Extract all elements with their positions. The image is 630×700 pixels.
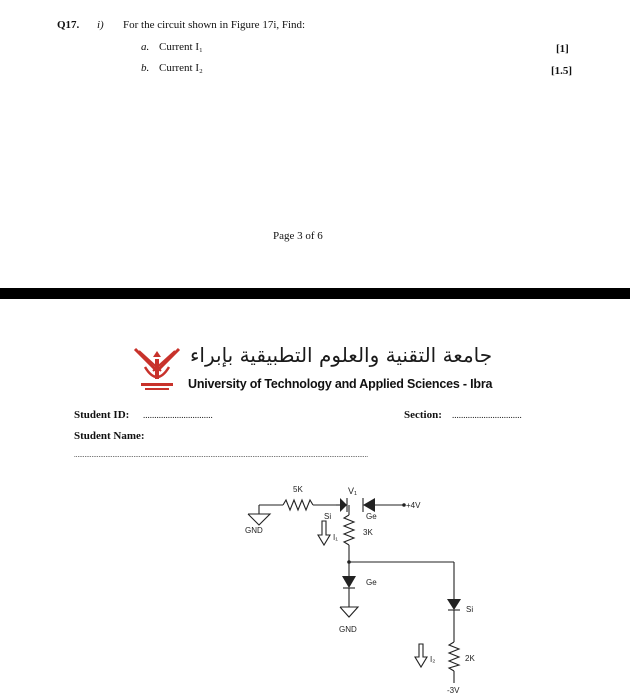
label-i2: I₂ — [430, 655, 436, 664]
item-a-text: Current I₁ — [159, 41, 203, 53]
diode-ge2-triangle — [342, 576, 356, 588]
label-diode-ge2: Ge — [366, 578, 377, 587]
resistor-2k — [449, 642, 459, 671]
label-i1: I₁ — [333, 533, 338, 542]
student-name-field[interactable]: ........................................................................................................................................................................ — [74, 451, 368, 459]
label-diode-si: Si — [324, 512, 332, 521]
gnd-left-symbol — [248, 514, 270, 525]
label-gnd-bottom: GND — [339, 625, 357, 634]
label-diode-ge: Ge — [366, 512, 377, 521]
label-supply-neg: -3V — [447, 686, 460, 695]
student-name-label: Student Name: — [74, 430, 145, 442]
diode-si-triangle — [340, 498, 347, 512]
page-top — [0, 0, 630, 288]
page-number: Page 3 of 6 — [273, 230, 323, 242]
circuit-diagram — [0, 299, 630, 700]
resistor-3k — [344, 515, 354, 545]
university-name-arabic: جامعة التقنية والعلوم التطبيقية بإبراء — [190, 343, 493, 367]
student-id-field[interactable]: ............................... — [143, 410, 213, 420]
label-supply-pos: +4V — [406, 501, 421, 510]
diode-ge-triangle — [363, 498, 375, 512]
item-b-marks: [1.5] — [551, 65, 573, 77]
item-a-marks: [1] — [556, 43, 569, 55]
gnd-bottom-symbol — [340, 607, 358, 617]
page-bottom — [0, 299, 630, 700]
resistor-5k — [283, 500, 313, 510]
item-b-letter: b. — [141, 62, 150, 74]
label-r1: 5K — [293, 485, 303, 494]
question-number: Q17. — [57, 19, 80, 31]
student-id-label: Student ID: — [74, 409, 130, 421]
label-r3: 2K — [465, 654, 475, 663]
junction-node — [347, 560, 351, 564]
current-i1-arrow — [318, 521, 330, 545]
item-a-letter: a. — [141, 41, 150, 53]
current-i2-arrow — [415, 644, 427, 667]
university-name-english: University of Technology and Applied Sciences - Ibra — [188, 377, 493, 391]
question-prompt: For the circuit shown in Figure 17i, Find: — [123, 19, 306, 31]
label-v1: V₁ — [348, 486, 358, 496]
section-field[interactable]: ............................... — [452, 410, 522, 420]
question-part: i) — [97, 19, 104, 31]
label-r2: 3K — [363, 528, 373, 537]
label-gnd-left: GND — [245, 526, 263, 535]
diode-si2-triangle — [447, 599, 461, 610]
section-label: Section: — [404, 409, 442, 421]
label-diode-si2: Si — [466, 605, 474, 614]
item-b-text: Current I₂ — [159, 62, 203, 74]
